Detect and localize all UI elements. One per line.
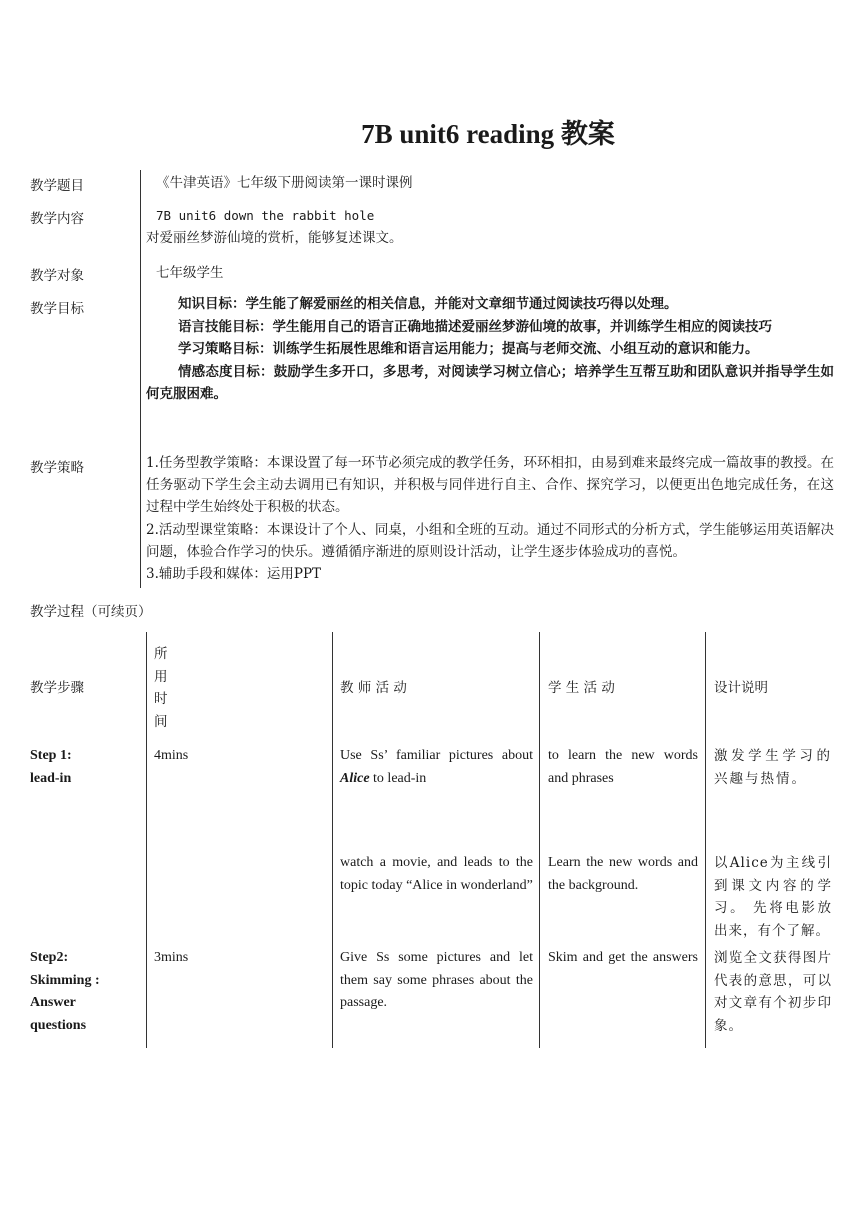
header-design: 设计说明: [714, 680, 768, 696]
header-time-char: 时: [154, 691, 168, 707]
teacher-emphasis: Alice: [340, 770, 370, 786]
topic-label: 教学题目: [30, 178, 84, 194]
row-teacher: watch a movie, and leads to the topic today “Alice in wonderland”: [340, 855, 533, 893]
header-teacher: 教 师 活 动: [340, 680, 407, 696]
document-title: 7B unit6 reading 教案: [361, 119, 615, 149]
strategy-block: [146, 452, 834, 585]
header-time: [154, 643, 174, 733]
row-step-line: Answer: [30, 995, 76, 1010]
audience-label: 教学对象: [30, 268, 84, 284]
header-step: 教学步骤: [30, 680, 84, 696]
goal-strategy: 学习策略目标：训练学生拓展性思维和语言运用能力；提高与老师交流、小组互动的意识和能力。: [178, 341, 759, 357]
header-time-char: 间: [154, 713, 168, 730]
strategy-item: 3.辅助手段和媒体：运用PPT: [146, 566, 322, 583]
row-student: Skim and get the answers: [548, 950, 698, 965]
row-teacher: [340, 745, 533, 790]
goal-emotion: 情感态度目标：鼓励学生多开口，多思考，对阅读学习树立信心；培养学生互帮互助和团队意识并指导学生如何克服困难。: [146, 363, 834, 402]
content-line1: 7B unit6 down the rabbit hole: [156, 208, 375, 223]
row-step-line: Step2:: [30, 950, 69, 965]
row-student: Learn the new words and the background.: [548, 855, 698, 893]
row-step: [30, 745, 72, 790]
header-time-char: 用: [154, 668, 168, 685]
row-step-line: Skimming :: [30, 972, 100, 988]
info-divider: [140, 170, 141, 588]
teacher-text: to lead-in: [369, 770, 427, 786]
process-label: 教学过程（可续页）: [30, 604, 152, 620]
row-step: [30, 947, 100, 1037]
row-design: 激发学生学习的兴趣与热情。: [714, 748, 832, 787]
strategy-item: 1.任务型教学策略：本课设置了每一环节必须完成的教学任务，环环相扣，由易到难来最终完成一篇故事的教授。在任务驱动下学生会主动去调用已有知识，并积极与同伴进行自主、合作、探究学习，以便更出色地完成任务，在这过程中学生始终处于积极的状态。: [146, 455, 834, 516]
row-design: 以Alice为主线引到课文内容的学习。 先将电影放出来，有个了解。: [714, 855, 832, 939]
row-teacher: Give Ss some pictures and let them say some phrases about the passage.: [340, 950, 533, 1010]
content-label: 教学内容: [30, 211, 84, 227]
header-time-char: 所: [154, 646, 168, 662]
content-line2: 对爱丽丝梦游仙境的赏析，能够复述课文。: [146, 230, 403, 246]
header-student: 学 生 活 动: [548, 680, 615, 696]
row-student: to learn the new words and phrases: [548, 748, 698, 786]
row-step-line: lead-in: [30, 770, 72, 786]
table-divider: [705, 632, 706, 1048]
topic-value: 《牛津英语》七年级下册阅读第一课时课例: [156, 175, 413, 191]
goal-knowledge: 知识目标：学生能了解爱丽丝的相关信息，并能对文章细节通过阅读技巧得以处理。: [178, 296, 678, 312]
row-time: 4mins: [154, 748, 189, 763]
teacher-text: Use Ss’ familiar pictures about: [340, 748, 533, 763]
goals-block: [146, 293, 834, 406]
audience-value: 七年级学生: [156, 265, 224, 281]
strategy-item: 2.活动型课堂策略：本课设计了个人、同桌，小组和全班的互动。通过不同形式的分析方式，学生能够运用英语解决问题，体验合作学习的快乐。遵循循序渐进的原则设计活动，让学生逐步体验成功的喜悦。: [146, 521, 834, 560]
row-time: 3mins: [154, 950, 189, 965]
table-divider: [146, 632, 147, 1048]
goals-label: 教学目标: [30, 301, 84, 317]
table-divider: [539, 632, 540, 1048]
strategy-label: 教学策略: [30, 460, 84, 476]
row-step-line: questions: [30, 1017, 87, 1033]
row-step-line: Step 1:: [30, 748, 72, 763]
row-design: 浏览全文获得图片代表的意思，可以对文章有个初步印象。: [714, 950, 832, 1034]
goal-language: 语言技能目标：学生能用自己的语言正确地描述爱丽丝梦游仙境的故事，并训练学生相应的阅读技巧: [178, 318, 772, 335]
table-divider: [332, 632, 333, 1048]
